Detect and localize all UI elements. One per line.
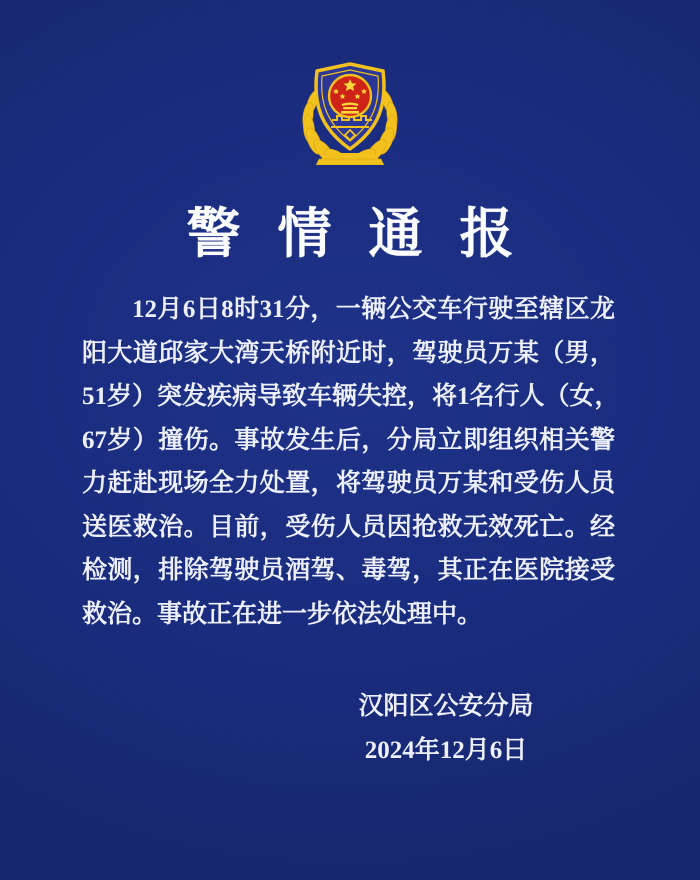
notice-body: [82, 288, 620, 636]
emblem-container: [0, 0, 700, 165]
police-badge-icon: [295, 58, 405, 165]
notice-title: 警情通报: [186, 204, 551, 264]
body-line: 阳大道邱家大湾天桥附近时，驾驶员万某（男，: [82, 339, 615, 367]
body-line: 送医救治。目前，受伤人员因抢救无效死亡。经: [82, 513, 615, 541]
signature-block: [300, 685, 592, 773]
body-line: 12月6日8时31分，一辆公交车行驶至辖区龙: [132, 296, 615, 323]
body-line: 救治。事故正在进一步依法处理中。: [82, 600, 483, 628]
body-line: 67岁）撞伤。事故发生后，分局立即组织相关警: [82, 426, 615, 454]
body-line: 力赶赴现场全力处置，将驾驶员万某和受伤人员: [82, 470, 615, 497]
body-line: 51岁）突发疾病导致车辆失控，将1名行人（女，: [82, 383, 620, 410]
title-container: [0, 199, 700, 269]
signature: 汉阳区公安分局: [358, 693, 534, 720]
date: 2024年12月6日: [364, 737, 528, 764]
body-line: 检测，排除驾驶员酒驾、毒驾，其正在医院接受: [82, 557, 615, 584]
